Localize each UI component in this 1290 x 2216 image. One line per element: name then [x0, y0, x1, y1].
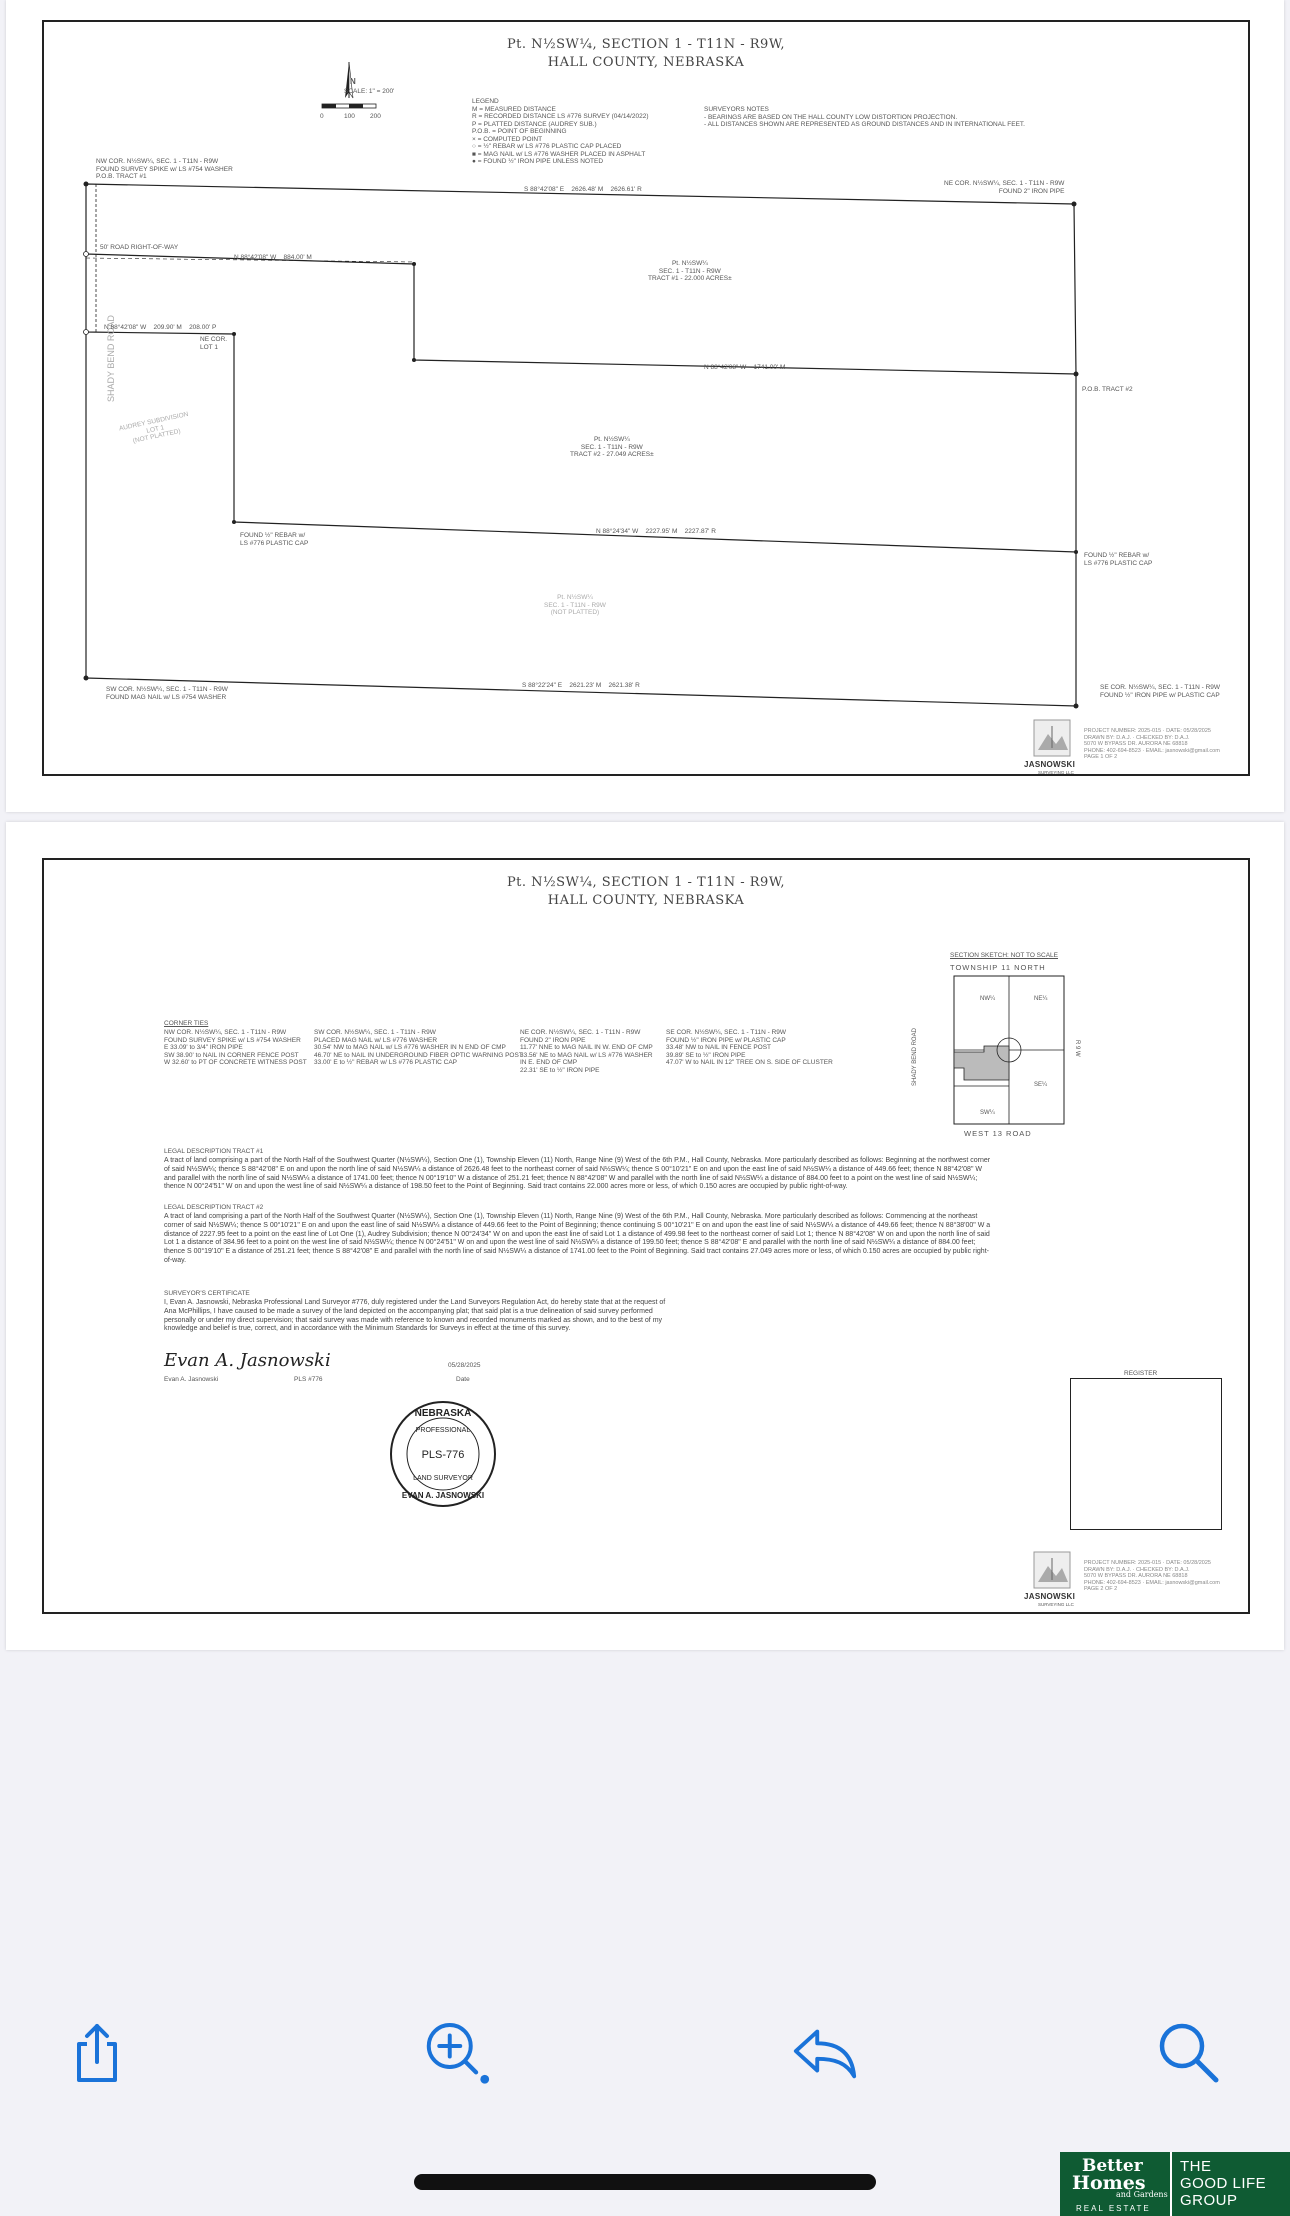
- plat-title-line2: HALL COUNTY, NEBRASKA: [547, 55, 745, 70]
- tract2-label: Pt. N½SW¼ SEC. 1 - T11N - R9W TRACT #2 - 27.049 ACRES±: [570, 436, 654, 458]
- brand-line2: Homes: [1072, 2172, 1146, 2194]
- line-d-label: N 88°24'34" W 2227.95' M 2227.87' R: [596, 528, 716, 535]
- section-sketch: [924, 972, 1074, 1138]
- line-c-label: N 88°42'08" W 209.90' M 208.00' P: [104, 324, 217, 331]
- north-line-label: S 88°42'08" E 2626.48' M 2626.61' R: [524, 186, 642, 193]
- nw-corner-label: NW COR. N½SW¼, SEC. 1 - T11N - R9W FOUND SURVEY SPIKE w/ LS #754 WASHER P.O.B. TRACT #1: [96, 158, 233, 180]
- svg-text:NEBRASKA: NEBRASKA: [414, 1408, 472, 1419]
- surveyors-notes: SURVEYORS NOTES - BEARINGS ARE BASED ON THE HALL COUNTY LOW DISTORTION PROJECTION. - ALL DISTANCES SHOWN ARE REPRESENTED AS GROUND DISTANCES AND IN INTERNATIONAL FEET.: [704, 106, 1025, 128]
- search-button[interactable]: [1154, 2018, 1224, 2088]
- legal-title-line1: Pt. N½SW¼, SECTION 1 - T11N - R9W,: [506, 875, 786, 890]
- brand-logo: [1060, 2152, 1290, 2216]
- home-indicator[interactable]: [414, 2174, 876, 2190]
- logo-word: JASNOWSKI: [1024, 760, 1076, 769]
- brand-line4: REAL ESTATE: [1076, 2204, 1151, 2213]
- share-button[interactable]: [62, 2018, 132, 2088]
- west-road-label: WEST 13 ROAD: [964, 1129, 1032, 1138]
- south-line-label: S 88°22'24" E 2621.23' M 2621.38' R: [522, 682, 640, 689]
- legend: LEGEND M = MEASURED DISTANCE R = RECORDED DISTANCE LS #776 SURVEY (04/14/2022) P = PLATTED DISTANCE (AUDREY SUB.) P.O.B. = POINT OF BEGINNING × = COMPUTED POINT ○ = ½" REBAR w/ LS #776 PLASTIC CAP PLACED ■ = MAG NAIL w/ LS #776 WASHER PLACED IN ASPHALT ● = FOUND ½" IRON PIPE UNLESS NOTED: [472, 98, 649, 165]
- brand-right2: GOOD LIFE: [1180, 2175, 1267, 2192]
- project-info-2: PROJECT NUMBER: 2025-015 · DATE: 05/28/2025 DRAWN BY: D.A.J. · CHECKED BY: D.A.J. 5070 W BYPASS DR. AURORA NE 68818 PHONE: 402-694-8523 · EMAIL: jasnowski@gmail.com PAGE 2 OF 2: [1084, 1560, 1220, 1592]
- register-box: [1070, 1378, 1222, 1530]
- ne-lot-label: NE COR. LOT 1: [200, 336, 228, 351]
- signer-name: Evan A. Jasnowski: [164, 1376, 219, 1383]
- surveyor-logo-icon-2: [1032, 1550, 1072, 1594]
- bottom-toolbar: [0, 1990, 1290, 2110]
- reply-icon: [790, 2023, 860, 2083]
- logo-sub-2: SURVEYING LLC: [1038, 1602, 1074, 1607]
- sw-corner-label: SW COR. N½SW¼, SEC. 1 - T11N - R9W FOUND MAG NAIL w/ LS #754 WASHER: [106, 686, 228, 701]
- legal-title-line2: HALL COUNTY, NEBRASKA: [547, 893, 745, 908]
- cert-title: SURVEYOR'S CERTIFICATE: [164, 1290, 250, 1297]
- logo-word-2: JASNOWSKI: [1024, 1592, 1076, 1601]
- register-box-title: REGISTER: [1124, 1370, 1158, 1377]
- pob-tract2-label: P.O.B. TRACT #2: [1082, 386, 1133, 393]
- scale-tick-100: 100: [344, 113, 355, 120]
- reply-button[interactable]: [790, 2018, 860, 2088]
- brand-logo-left: [1060, 2152, 1170, 2216]
- se-corner-label: SE COR. N½SW¼, SEC. 1 - T11N - R9W FOUND ½" IRON PIPE w/ PLASTIC CAP: [1100, 684, 1221, 699]
- svg-text:PROFESSIONAL: PROFESSIONAL: [415, 1427, 471, 1434]
- line-b-label: N 88°42'08" W 1741.00' M: [704, 364, 786, 371]
- share-icon: [67, 2022, 127, 2084]
- corner-tie-2: SW COR. N½SW¼, SEC. 1 - T11N - R9W PLACED MAG NAIL w/ LS #776 WASHER 30.54' NW to MAG NAIL w/ LS #776 WASHER IN N END OF CMP 46.70' NE to NAIL IN UNDERGROUND FIBER OPTIC WARNING POST 33.00' E to ½" REBAR w/ LS #776 PLASTIC CAP: [314, 1029, 523, 1066]
- date-label: Date: [456, 1376, 470, 1383]
- svg-text:LAND SURVEYOR: LAND SURVEYOR: [413, 1475, 473, 1482]
- brand-logo-right: [1170, 2152, 1290, 2216]
- surveyor-seal-icon: [388, 1388, 498, 1520]
- sketch-title: SECTION SKETCH: NOT TO SCALE: [950, 952, 1058, 959]
- township-label: TOWNSHIP 11 NORTH: [950, 963, 1046, 972]
- line-a-label: N 88°42'08" W 884.00' M: [234, 254, 312, 261]
- audrey-sub-label: AUDREY SUBDIVISION LOT 1 (NOT PLATTED): [118, 410, 190, 445]
- row-label: 50' ROAD RIGHT-OF-WAY: [100, 244, 179, 251]
- plat-page-1: [6, 0, 1284, 812]
- svg-text:EVAN A. JASNOWSKI: EVAN A. JASNOWSKI: [401, 1491, 485, 1500]
- plat-drawing: [44, 22, 1248, 774]
- not-platted-label: Pt. N½SW¼ SEC. 1 - T11N - R9W (NOT PLATTED): [544, 594, 606, 616]
- quarter-sw: SW¼: [980, 1110, 995, 1116]
- zoom-in-icon: [420, 2013, 490, 2093]
- corner-tie-1: NW COR. N½SW¼, SEC. 1 - T11N - R9W FOUND SURVEY SPIKE w/ LS #754 WASHER E 33.09' to 3/4" IRON PIPE SW 38.90' to NAIL IN CORNER FENCE POST W 32.60' to PT OF CONCRETE WITNESS POST: [164, 1029, 307, 1066]
- found-rebar-right: FOUND ½" REBAR w/ LS #776 PLASTIC CAP: [1084, 552, 1153, 567]
- signature: Evan A. Jasnowski: [164, 1350, 331, 1371]
- pls-number: PLS #776: [294, 1376, 323, 1383]
- legal2-text: A tract of land comprising a part of the North Half of the Southwest Quarter (N½SW¼), Section One (1), Township Eleven (11) North, Range Nine (9) West of the 6th P.M., Hall County, Nebraska. More particularly described as follows: Commencing at the northeast corner of said N½SW¼; thence S 00°10'21" E on and upon the east line of said N½SW¼ a distance of 449.66 feet to the Point of Beginning; thence continuing S 00°10'21" E on and upon the east line of said N½SW¼ a distance of 449.66 feet; thence N 88°38'00" W a distance of 2227.95 feet to a point on the east line of Lot One (1), Audrey Subdivision; thence N 00°24'34" W on and upon the east line of said Lot 1 a distance of 499.98 feet to the northeast corner of said Lot 1; thence N 88°42'08" W on and upon the north line of said Lot 1 a distance of 384.96 feet to a point on the west line of said N½SW¼; thence N 00°24'51" W on and upon the west line of said N½SW¼ a distance of 199.50 feet; thence S 88°42'08" E and parallel with the north line of said N½SW¼ a distance of 884.00 feet; thence S 00°19'10" E a distance of 251.21 feet; thence S 88°42'08" E and parallel with the north line of said N½SW¼ a distance of 1741.00 feet to the Point of Beginning. Said tract contains 27.049 acres more or less, of which 0.150 acres are occupied by public right-of-way.: [164, 1213, 991, 1264]
- surveyor-logo-icon: [1032, 718, 1072, 762]
- quarter-nw: NW¼: [980, 996, 995, 1002]
- legal1-title: LEGAL DESCRIPTION TRACT #1: [164, 1148, 264, 1155]
- brand-right3: GROUP: [1180, 2192, 1238, 2209]
- scale-label: SCALE: 1" = 200': [344, 88, 395, 95]
- quarter-ne: NE¼: [1034, 996, 1048, 1002]
- corner-ties-title: CORNER TIES: [164, 1020, 209, 1027]
- corner-tie-3: NE COR. N½SW¼, SEC. 1 - T11N - R9W FOUND 2" IRON PIPE 11.77' NNE to MAG NAIL IN W. END OF CMP 33.56' NE to MAG NAIL w/ LS #776 WASHER IN E. END OF CMP 22.31' SE to ½" IRON PIPE: [520, 1029, 653, 1074]
- ne-corner-label: NE COR. N½SW¼, SEC. 1 - T11N - R9W FOUND 2" IRON PIPE: [944, 180, 1065, 195]
- quarter-se: SE¼: [1034, 1082, 1048, 1088]
- brand-right1: THE: [1180, 2158, 1212, 2175]
- legal2-title: LEGAL DESCRIPTION TRACT #2: [164, 1204, 264, 1211]
- shady-bend-label: SHADY BEND ROAD: [912, 1028, 918, 1086]
- plat-frame: [42, 20, 1250, 776]
- scale-tick-200: 200: [370, 113, 381, 120]
- brand-line1: Better: [1082, 2156, 1143, 2176]
- zoom-button[interactable]: [420, 2018, 490, 2088]
- cert-text: I, Evan A. Jasnowski, Nebraska Professional Land Surveyor #776, duly registered under the Land Surveyors Regulation Act, do hereby state that at the request of Ana McPhillips, I have caused to be made a survey of the land depicted on the accompanying plat; that said plat is a true delineation of said survey performed personally or under my direct supervision; that said survey was made with reference to known and recorded monuments marked as shown, and to the best of my knowledge and belief is true, correct, and in accordance with the Minimum Standards for Surveys in effect at the time of this survey.: [164, 1299, 666, 1333]
- tract1-label: Pt. N½SW¼ SEC. 1 - T11N - R9W TRACT #1 - 22.000 ACRES±: [648, 260, 732, 282]
- plat-page-2: [6, 822, 1284, 1650]
- legal-frame: [42, 858, 1250, 1614]
- signature-date: 05/28/2025: [448, 1362, 481, 1369]
- svg-text:SHADY BEND ROAD: SHADY BEND ROAD: [106, 315, 116, 402]
- found-rebar-left: FOUND ½" REBAR w/ LS #776 PLASTIC CAP: [240, 532, 309, 547]
- brand-line3: and Gardens: [1116, 2190, 1168, 2199]
- north-label: N: [350, 77, 356, 86]
- search-icon: [1156, 2020, 1222, 2086]
- legal1-text: A tract of land comprising a part of the North Half of the Southwest Quarter (N½SW¼), Section One (1), Township Eleven (11) North, Range Nine (9) West of the 6th P.M., Hall County, Nebraska. More particularly described as follows: Beginning at the northwest corner of said N½SW¼; thence S 88°42'08" E on and upon the north line of said N½SW¼ a distance of 2626.48 feet to the northeast corner of said N½SW¼; thence S 00°10'21" E on and upon the east line of said N½SW¼ a distance of 449.66 feet; thence N 88°42'08" W and parallel with the north line of said N½SW¼ a distance of 1741.00 feet; thence N 00°19'10" W a distance of 251.21 feet; thence N 88°42'08" W and parallel with the north line of said N½SW¼ a distance of 884.00 feet to a point on the west line of said N½SW¼; thence N 00°24'51" W on and upon the west line of said N½SW¼ a distance of 198.50 feet to the Point of Beginning. Said tract contains 22.000 acres more or less, of which 0.150 acres are occupied by public right-of-way.: [164, 1157, 991, 1191]
- project-info: PROJECT NUMBER: 2025-015 · DATE: 05/28/2025 DRAWN BY: D.A.J. · CHECKED BY: D.A.J. 5070 W BYPASS DR. AURORA NE 68818 PHONE: 402-694-8523 · EMAIL: jasnowski@gmail.com PAGE 1 OF 2: [1084, 728, 1220, 760]
- plat-title-line1: Pt. N½SW¼, SECTION 1 - T11N - R9W,: [506, 37, 786, 52]
- logo-sub: SURVEYING LLC: [1038, 770, 1074, 775]
- svg-text:PLS-776: PLS-776: [421, 1449, 465, 1461]
- range-label: R 9 W: [1074, 1040, 1080, 1057]
- scale-tick-0: 0: [320, 113, 324, 120]
- corner-tie-4: SE COR. N½SW¼, SEC. 1 - T11N - R9W FOUND ½" IRON PIPE w/ PLASTIC CAP 33.48' NW to NAIL IN FENCE POST 39.89' SE to ½" IRON PIPE 47.07' W to NAIL IN 12" TREE ON S. SIDE OF CLUSTER: [666, 1029, 833, 1066]
